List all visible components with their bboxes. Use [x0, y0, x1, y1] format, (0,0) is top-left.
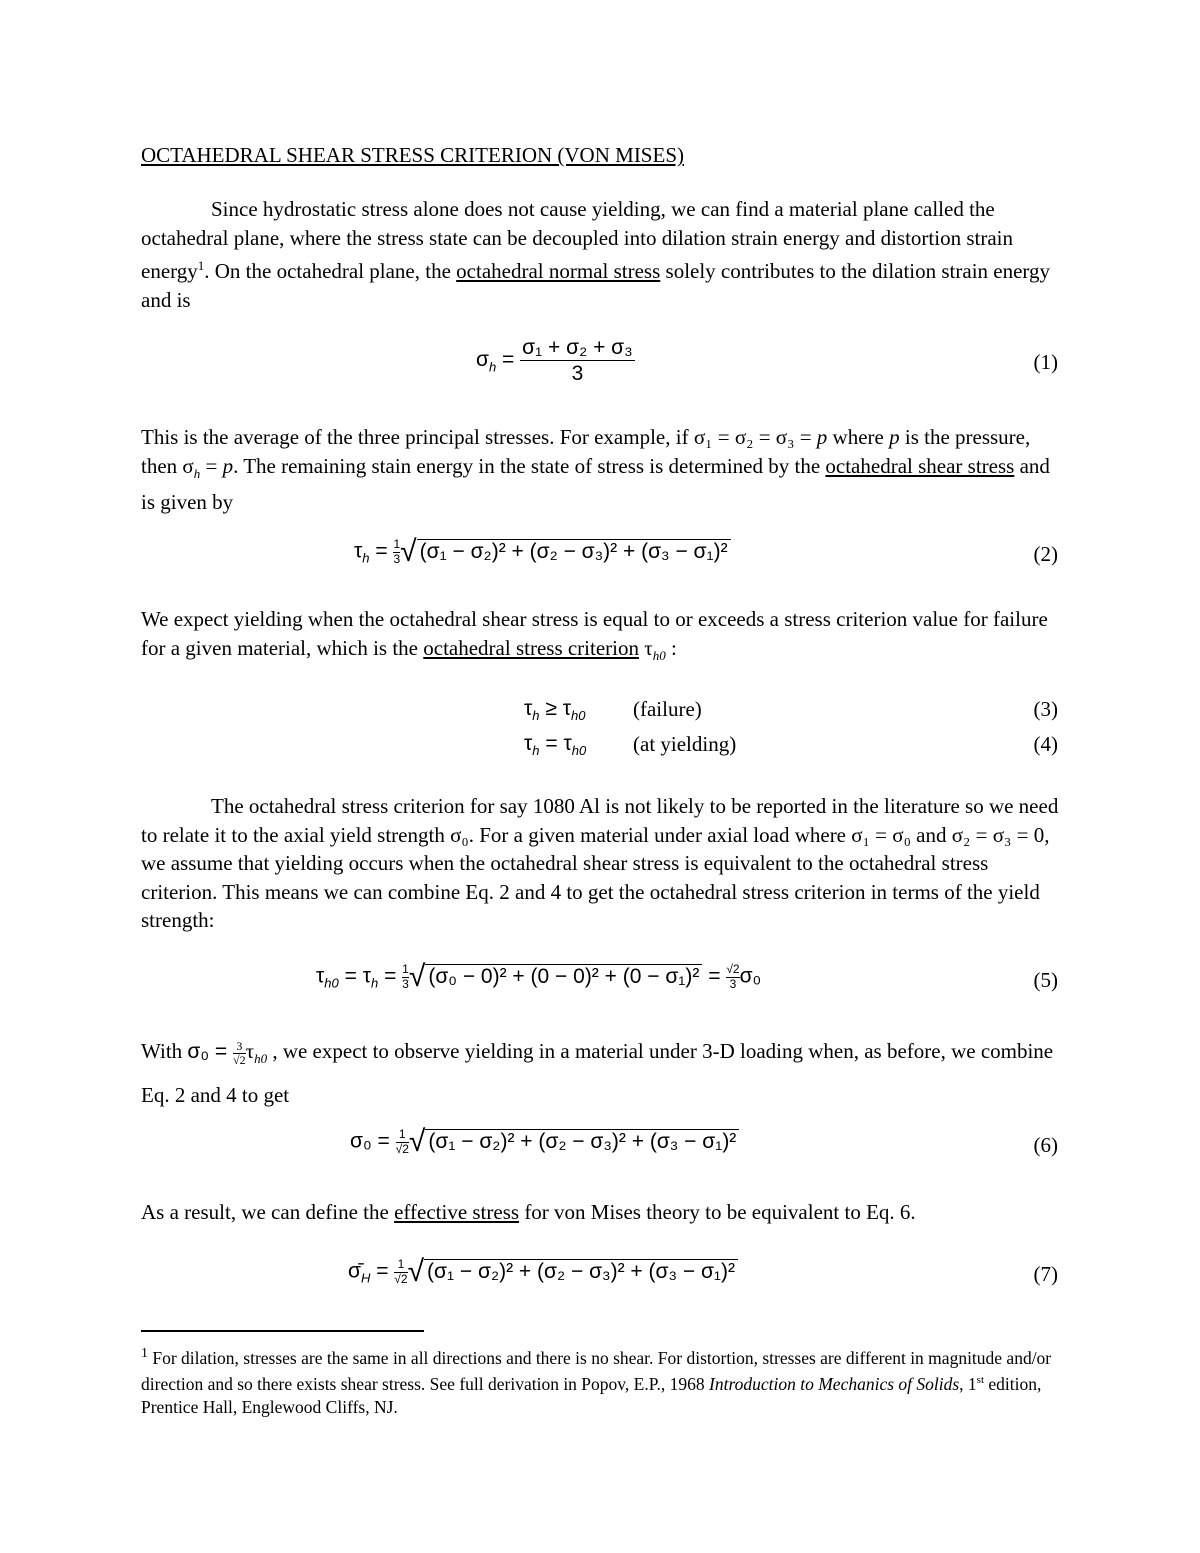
- eq-lhs: σ₀: [350, 1129, 372, 1153]
- radical-sign: √: [408, 960, 426, 993]
- equation-number: (7): [1033, 1262, 1058, 1286]
- paragraph-text: and: [910, 822, 952, 847]
- paragraph-text: As a result, we can define the: [141, 1200, 395, 1224]
- paragraph-text: , we expect to observe yielding in a material under 3-D loading when, as before, we combine Eq. 2 and 4 to get: [141, 1039, 1054, 1108]
- radical-sign: √: [408, 1125, 426, 1158]
- footnote-text: edition, Prentice Hall, Englewood Cliffs, NJ.: [141, 1374, 1042, 1417]
- eq-equals: =: [496, 348, 521, 372]
- footnote-text: For dilation, stresses are the same in all directions and there is no shear. For distortion, stresses are different in magnitude and/or direction and so there exists shear stress. See full derivation in Popov, E.P., 1968: [141, 1347, 1052, 1395]
- eq-lhs: τ: [354, 539, 363, 563]
- equation-number: (1): [1033, 350, 1058, 374]
- math-sub: h0: [254, 1051, 268, 1067]
- paragraph-text: We expect yielding when the octahedral shear stress is equal to or exceeds a stress criterion value for failure for a given material, which is the: [141, 607, 1048, 660]
- equation-number: (5): [1033, 968, 1058, 992]
- eq-lhs: τ: [524, 732, 533, 755]
- math-inline: σ₀ =: [187, 1040, 234, 1063]
- footnote-marker: 1: [141, 1346, 148, 1361]
- math-sub: h0: [652, 647, 666, 663]
- paragraph-intro: [141, 195, 1061, 314]
- eq-operator: ≥ τ: [539, 697, 572, 720]
- paragraph-text: With: [141, 1039, 188, 1063]
- paragraph-3d-loading: [141, 1033, 1061, 1113]
- radical-sign: √: [400, 535, 417, 568]
- book-title: Introduction to Mechanics of Solids: [709, 1374, 960, 1395]
- fraction-numerator: 1: [402, 962, 409, 977]
- ordinal-suffix: st: [976, 1374, 985, 1387]
- fraction-numerator: 1: [393, 537, 401, 552]
- eq-condition-label: (failure): [633, 697, 702, 721]
- eq-equals: =: [378, 964, 403, 988]
- eq-lhs-sub: H: [360, 1270, 371, 1286]
- radicand: (σ₁ − σ₂)² + (σ₂ − σ₃)² + (σ₃ − σ₁)²: [425, 1129, 739, 1153]
- paragraph-text: is the pressure, then: [141, 425, 1031, 478]
- eq-mid-sub: h: [371, 975, 379, 991]
- eq-result: σ₀: [739, 964, 762, 988]
- math-inline: τ: [245, 1039, 255, 1063]
- radicand: (σ₁ − σ₂)² + (σ₂ − σ₃)² + (σ₃ − σ₁)²: [424, 1259, 738, 1283]
- eq-lhs-sub: h: [362, 550, 370, 566]
- equation-5: [316, 960, 761, 994]
- eq-equals: =: [371, 1129, 396, 1153]
- coefficient-fraction: [402, 963, 409, 990]
- paragraph-text: . For a given material under axial load where: [468, 822, 852, 847]
- footnote-separator: [141, 1330, 424, 1332]
- eq-rhs-sub: h0: [571, 708, 586, 724]
- radicand: (σ₀ − 0)² + (0 − 0)² + (0 − σ₁)²: [425, 964, 702, 988]
- paragraph-text: , we assume that yielding occurs when the octahedral shear stress is equivalent to the octahedral stress criterion. This means we can combine Eq. 2 and 4 to get the octahedral stress criterion in terms of the yield strength:: [141, 822, 1050, 932]
- footnote-marker: 1: [197, 258, 205, 273]
- term-octahedral-normal-stress: octahedral normal stress: [456, 259, 661, 283]
- paragraph-axial: [141, 792, 1061, 935]
- term-octahedral-stress-criterion: octahedral stress criterion: [423, 635, 639, 660]
- equation-3: [524, 697, 586, 723]
- paragraph-text: :: [665, 635, 677, 660]
- equation-2: [354, 535, 731, 569]
- eq-lhs: τ: [316, 964, 325, 988]
- eq-condition-label: (at yielding): [633, 732, 737, 756]
- eq-lhs-sub: h: [532, 708, 540, 724]
- math-inline: =: [200, 453, 223, 478]
- eq-operator: = τ: [539, 732, 572, 755]
- fraction-denominator: 3: [393, 551, 401, 566]
- eq-equals: =: [369, 539, 394, 563]
- eq-lhs-sub: h0: [324, 975, 339, 991]
- radicand: (σ₁ − σ₂)² + (σ₂ − σ₃)² + (σ₃ − σ₁)²: [417, 539, 731, 563]
- paragraph-text: This is the average of the three principal stresses. For example, if: [141, 425, 694, 449]
- inline-fraction: [233, 1040, 246, 1067]
- eq-lhs: σ̄: [348, 1259, 361, 1283]
- math-inline: σ₁ = σ₀: [851, 822, 911, 847]
- eq-lhs-sub: h: [532, 743, 540, 759]
- fraction-numerator: σ₁ + σ₂ + σ₃: [520, 335, 635, 361]
- equation-number: (3): [1033, 697, 1058, 721]
- math-inline: σ₂ = σ₃ = 0: [951, 822, 1045, 847]
- radical-sign: √: [407, 1255, 425, 1288]
- eq-lhs: σ: [476, 348, 489, 372]
- math-var: p: [889, 425, 900, 449]
- fraction-numerator: 3: [233, 1040, 246, 1054]
- equation-number: (4): [1033, 732, 1058, 756]
- math-sub: h: [193, 465, 201, 481]
- fraction-numerator: √2: [726, 962, 740, 977]
- paragraph-text: and is given by: [141, 453, 1050, 515]
- fraction-denominator: 3: [729, 976, 737, 991]
- equation-number: (2): [1033, 542, 1058, 566]
- math-inline: σ₁ = σ₂ = σ₃ =: [693, 425, 817, 449]
- equation-1: [476, 335, 635, 386]
- coefficient-fraction: [396, 1128, 409, 1155]
- paragraph-text: Since hydrostatic stress alone does not cause yielding, we can find a material plane called the octahedral plane, where the stress state can be decoupled into dilation strain energy and distortion strain energy: [141, 197, 1014, 283]
- fraction: [520, 335, 635, 386]
- paragraph-average: [141, 423, 1061, 517]
- fraction-numerator: 1: [394, 1258, 407, 1272]
- paragraph-text: The octahedral stress criterion for say 1080 Al is not likely to be reported in the literature so we need to relate it to the axial yield strength: [141, 794, 1059, 847]
- fraction-denominator: 3: [402, 976, 409, 991]
- footnote: [141, 1343, 1061, 1418]
- fraction-denominator: 3: [571, 362, 584, 386]
- footnote-text: , 1: [959, 1374, 977, 1395]
- paragraph-text: . The remaining stain energy in the state of stress is determined by the: [233, 453, 826, 478]
- math-inline: τ: [639, 635, 653, 660]
- equation-6: [350, 1125, 739, 1159]
- term-octahedral-shear-stress: octahedral shear stress: [825, 453, 1015, 478]
- fraction-numerator: 1: [396, 1128, 409, 1142]
- paragraph-effective-stress: [141, 1198, 1061, 1227]
- paragraph-text: solely contributes to the dilation strain energy and is: [141, 259, 1051, 312]
- term-effective-stress: effective stress: [394, 1200, 520, 1224]
- eq-lhs-sub: h: [488, 359, 497, 375]
- eq-equals: =: [702, 964, 727, 988]
- equation-7: [348, 1255, 738, 1289]
- equation-number: (6): [1033, 1133, 1058, 1157]
- eq-lhs: τ: [524, 697, 533, 720]
- result-fraction: [726, 963, 739, 990]
- paragraph-text: where: [827, 425, 890, 449]
- equation-4: [524, 732, 586, 758]
- eq-rhs-sub: h0: [571, 743, 587, 759]
- section-title: OCTAHEDRAL SHEAR STRESS CRITERION (VON MISES): [141, 143, 684, 167]
- math-var: p: [816, 425, 828, 449]
- math-var: p: [222, 453, 234, 478]
- coefficient-fraction: [394, 1258, 407, 1285]
- fraction-denominator: √2: [394, 1271, 408, 1286]
- paragraph-text: for von Mises theory to be equivalent to Eq. 6.: [519, 1200, 916, 1224]
- eq-equals: =: [370, 1259, 395, 1283]
- fraction-denominator: √2: [233, 1052, 246, 1067]
- math-inline: σ₀: [450, 822, 469, 847]
- math-inline: σ: [182, 453, 194, 478]
- paragraph-criterion: [141, 605, 1061, 670]
- fraction-denominator: √2: [395, 1141, 409, 1156]
- paragraph-text: . On the octahedral plane, the: [204, 259, 457, 283]
- eq-mid: = τ: [338, 964, 371, 988]
